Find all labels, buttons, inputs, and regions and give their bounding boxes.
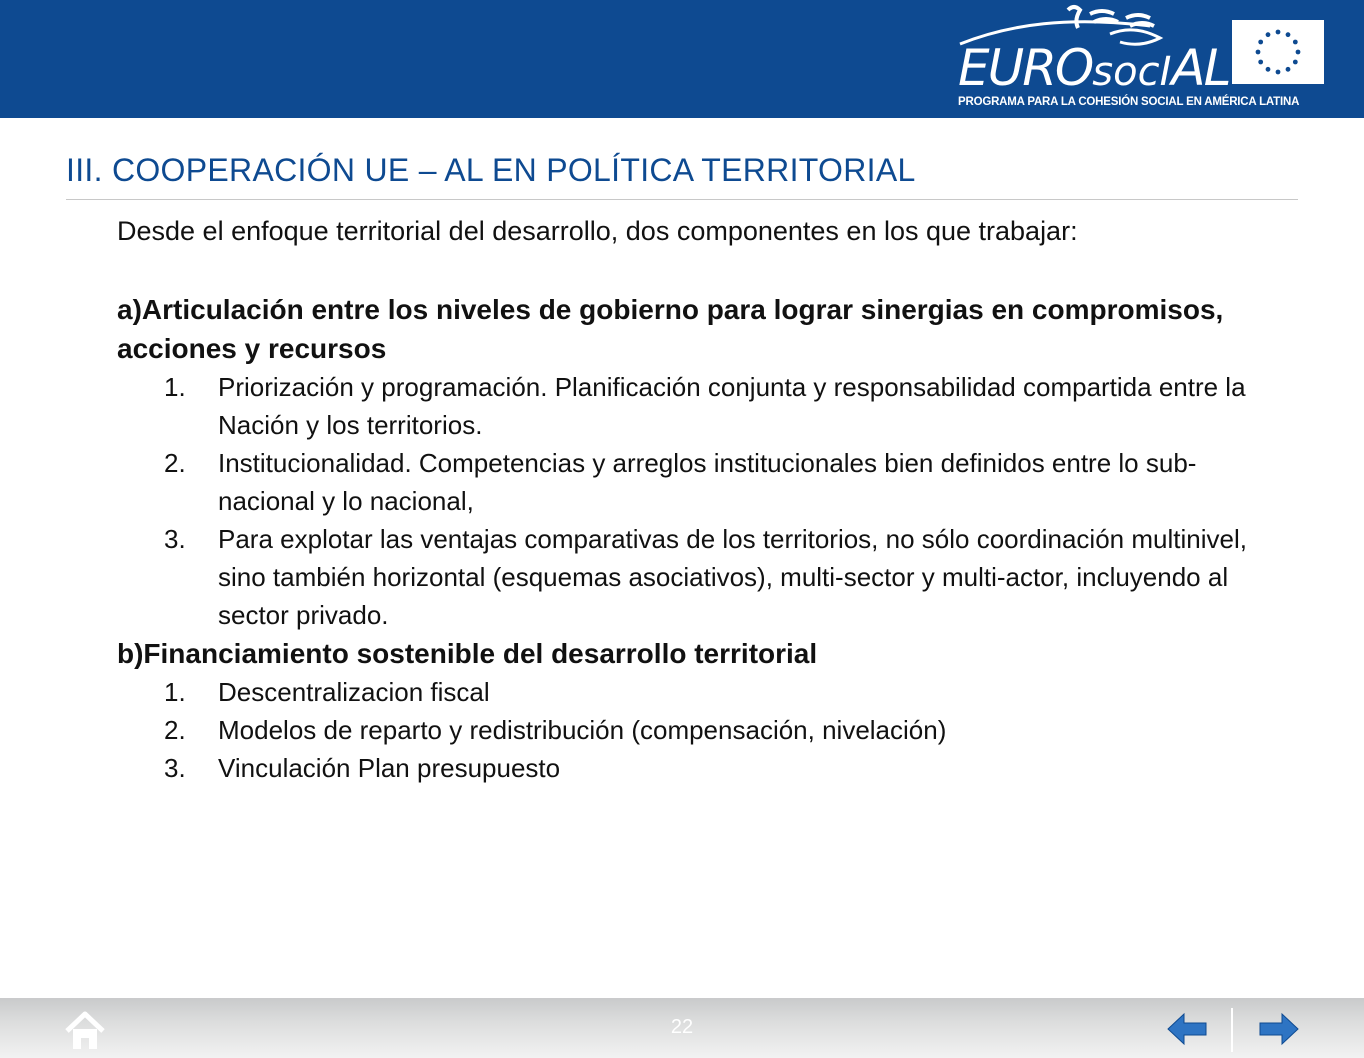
eu-star [1293, 40, 1298, 45]
eu-star [1256, 50, 1261, 55]
footer-bar [0, 998, 1364, 1058]
home-icon[interactable] [64, 1010, 106, 1052]
section-b-list [117, 673, 1247, 787]
slide-body [117, 212, 1247, 787]
eu-star [1276, 30, 1281, 35]
eu-star [1286, 67, 1291, 72]
arrow-left-icon[interactable] [1166, 1012, 1208, 1046]
arrow-right-icon[interactable] [1258, 1012, 1300, 1046]
page-number: 22 [670, 1016, 694, 1038]
eu-star [1266, 67, 1271, 72]
eu-star [1258, 40, 1263, 45]
eu-star [1296, 50, 1301, 55]
section-a-list [117, 368, 1247, 634]
nav-divider [1231, 1008, 1233, 1052]
eu-star [1286, 32, 1291, 37]
logo-tagline: PROGRAMA PARA LA COHESIÓN SOCIAL EN AMÉRICA LATINA [958, 96, 1300, 108]
header-banner [0, 0, 1364, 118]
list-item: 1. Descentralizacion fiscal [164, 677, 490, 707]
logo-wordmark: EUROsocIAL [958, 39, 1230, 97]
list-item: 3. Para explotar las ventajas comparativas de los territorios, no sólo coordinación multinivel, sino también horizontal (esquemas asociativos), multi-sector y multi-actor, incluyendo al sector privado. [164, 524, 1247, 630]
page-title: III. COOPERACIÓN UE – AL EN POLÍTICA TERRITORIAL [66, 152, 916, 188]
list-item: 3. Vinculación Plan presupuesto [164, 753, 561, 783]
title-divider [66, 199, 1298, 200]
eurosocial-logo [950, 4, 1350, 116]
eu-star [1266, 32, 1271, 37]
list-item: 2. Institucionalidad. Competencias y arreglos institucionales bien definidos entre lo sub-nacional y lo nacional, [164, 448, 1197, 516]
eu-star [1276, 70, 1281, 75]
intro-text: Desde el enfoque territorial del desarrollo, dos componentes en los que trabajar: [117, 216, 1078, 246]
section-heading-a: a)Articulación entre los niveles de gobierno para lograr sinergias en compromisos, acciones y recursos [117, 294, 1224, 364]
eu-star [1293, 60, 1298, 65]
section-heading-b: b)Financiamiento sostenible del desarrollo territorial [117, 638, 818, 669]
list-item: 2. Modelos de reparto y redistribución (compensación, nivelación) [164, 715, 947, 745]
eu-flag-icon [1232, 20, 1324, 84]
eu-star [1258, 60, 1263, 65]
list-item: 1. Priorización y programación. Planificación conjunta y responsabilidad compartida entre la Nación y los territorios. [164, 372, 1246, 440]
